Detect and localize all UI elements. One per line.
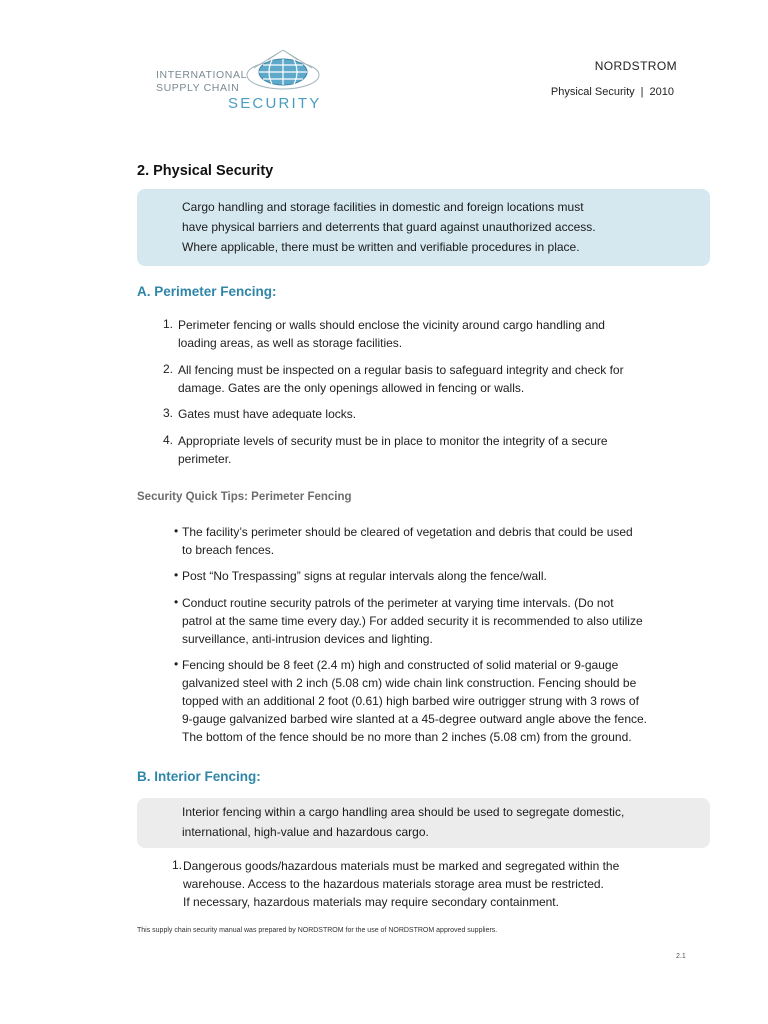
running-header-section: Physical Security bbox=[550, 86, 635, 98]
tip-line: topped with an additional 2 foot (0.61) high barbed wire outrigger strung with 3 rows of bbox=[182, 694, 639, 708]
list-item bbox=[178, 361, 624, 397]
list-number: 3. bbox=[163, 406, 174, 420]
tip-line: Fencing should be 8 feet (2.4 m) high and constructed of solid material or 9-gauge bbox=[182, 658, 619, 672]
tip-line: The bottom of the fence should be no more than 2 inches (5.08 cm) from the ground. bbox=[182, 730, 632, 744]
list-number: 1. bbox=[163, 317, 174, 331]
list-item-line: perimeter. bbox=[178, 452, 232, 466]
list-item bbox=[178, 432, 608, 468]
tip-line: patrol at the same time every day.) For added security it is recommended to also utilize bbox=[182, 614, 643, 628]
brand-name: NORDSTROM bbox=[594, 59, 677, 73]
list-item-line: All fencing must be inspected on a regular basis to safeguard integrity and check for bbox=[178, 363, 624, 377]
intro-callout bbox=[137, 189, 710, 266]
perimeter-heading: A. Perimeter Fencing: bbox=[137, 284, 277, 299]
list-item-line: Gates must have adequate locks. bbox=[178, 407, 357, 421]
running-header-year: 2010 bbox=[649, 86, 674, 98]
tip-line: The facility’s perimeter should be cleared of vegetation and debris that could be used bbox=[182, 525, 633, 539]
globe-icon bbox=[244, 48, 322, 94]
tip-item bbox=[182, 523, 633, 559]
tip-item bbox=[182, 594, 643, 648]
logo-line-2: SUPPLY CHAIN bbox=[156, 82, 240, 94]
list-number: 4. bbox=[163, 433, 174, 447]
tip-item bbox=[182, 656, 647, 746]
footer-note: This supply chain security manual was prepared by NORDSTROM for the use of NORDSTROM approved suppliers. bbox=[137, 927, 498, 934]
list-item-line: If necessary, hazardous materials may require secondary containment. bbox=[183, 895, 559, 909]
interior-callout-line: Interior fencing within a cargo handling area should be used to segregate domestic, bbox=[182, 805, 625, 819]
intro-line: have physical barriers and deterrents that guard against unauthorized access. bbox=[182, 220, 596, 234]
intro-line: Where applicable, there must be written and verifiable procedures in place. bbox=[182, 240, 580, 254]
tip-line: Conduct routine security patrols of the perimeter at varying time intervals. (Do not bbox=[182, 596, 614, 610]
interior-callout bbox=[137, 798, 710, 848]
bullet-icon: • bbox=[174, 524, 179, 538]
bullet-icon: • bbox=[174, 568, 179, 582]
list-item bbox=[178, 316, 605, 352]
list-item-line: Dangerous goods/hazardous materials must be marked and segregated within the bbox=[183, 859, 620, 873]
running-header-separator: | bbox=[640, 86, 644, 98]
list-number: 1. bbox=[172, 858, 183, 872]
intro-text bbox=[182, 197, 690, 257]
bullet-icon: • bbox=[174, 657, 179, 671]
interior-heading: B. Interior Fencing: bbox=[137, 769, 261, 784]
tip-item bbox=[182, 567, 547, 585]
tip-line: surveillance, anti-intrusion devices and lighting. bbox=[182, 632, 433, 646]
logo-line-1: INTERNATIONAL bbox=[156, 69, 248, 81]
interior-callout-line: international, high-value and hazardous cargo. bbox=[182, 825, 429, 839]
list-item-line: warehouse. Access to the hazardous materials storage area must be restricted. bbox=[183, 877, 604, 891]
list-number: 2. bbox=[163, 362, 174, 376]
list-item-line: Perimeter fencing or walls should enclose the vicinity around cargo handling and bbox=[178, 318, 605, 332]
tips-title: Security Quick Tips: Perimeter Fencing bbox=[137, 491, 352, 503]
issc-logo bbox=[156, 48, 346, 118]
list-item-line: Appropriate levels of security must be in place to monitor the integrity of a secure bbox=[178, 434, 608, 448]
page-number: 2.1 bbox=[676, 953, 686, 960]
tip-line: Post “No Trespassing” signs at regular intervals along the fence/wall. bbox=[182, 569, 547, 583]
tip-line: galvanized steel with 2 inch (5.08 cm) wide chain link construction. Fencing should be bbox=[182, 676, 637, 690]
list-item bbox=[183, 857, 619, 911]
list-item-line: damage. Gates are the only openings allowed in fencing or walls. bbox=[178, 381, 525, 395]
list-item-line: loading areas, as well as storage facilities. bbox=[178, 336, 403, 350]
intro-line: Cargo handling and storage facilities in domestic and foreign locations must bbox=[182, 200, 584, 214]
logo-line-3: SECURITY bbox=[228, 95, 322, 112]
bullet-icon: • bbox=[174, 595, 179, 609]
section-title: 2. Physical Security bbox=[137, 163, 274, 179]
interior-callout-text bbox=[182, 802, 690, 842]
tip-line: to breach fences. bbox=[182, 543, 275, 557]
running-header bbox=[551, 86, 674, 98]
list-item bbox=[178, 405, 356, 423]
tip-line: 9-gauge galvanized barbed wire slanted at a 45-degree outward angle above the fence. bbox=[182, 712, 647, 726]
